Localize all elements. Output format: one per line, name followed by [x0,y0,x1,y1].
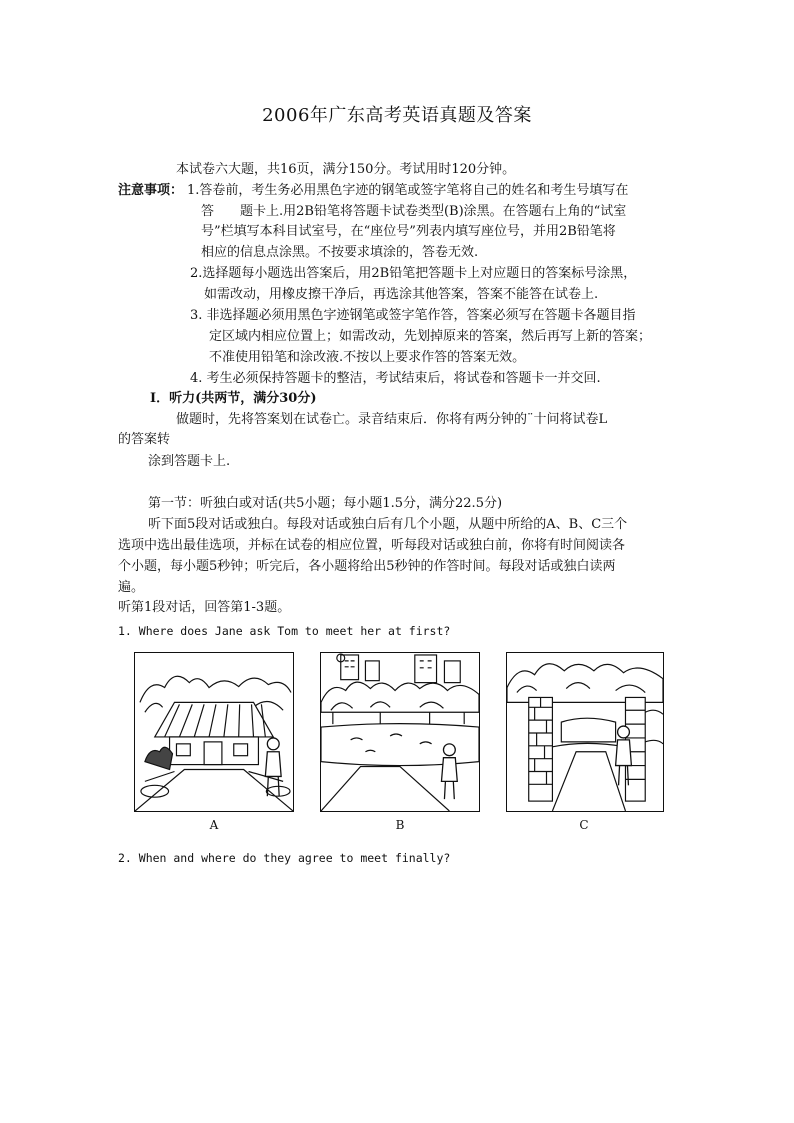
part-instruction: 听第1段对话，回答第1-3题。 [118,600,291,615]
notice-line: 不准使用铅笔和涂改液.不按以上要求作答的答案无效。 [209,350,526,365]
part-heading: 第一节：听独白或对话(共5小题；每小题1.5分，满分22.5分) [148,496,503,511]
section-heading: I．听力(共两节，满分30分) [150,391,317,406]
notice-line: 相应的信息点涂黑。不按要求填涂的，答卷无效. [201,245,479,260]
park-gate-scene-icon [507,653,663,811]
section-para: 的答案转 [118,432,171,447]
exam-intro: 本试卷六大题，共16页，满分150分。考试用时120分钟。 [176,162,516,177]
part-para: 听下面5段对话或独白。每段对话或独白后有几个小题，从题中所给的A、B、C三个 [148,517,628,532]
page-title: 2006年广东高考英语真题及答案 [262,105,532,126]
cafe-scene-icon [135,653,293,811]
question-2: 2. When and where do they agree to meet finally? [118,851,451,865]
notice-line: 如需改动，用橡皮擦干净后，再选涂其他答案，答案不能答在试卷上. [204,287,599,302]
notice-line: 1.答卷前，考生务必用黑色字迹的钢笔或签字笔将自己的姓名和考生号填写在 [187,183,629,198]
notice-line: 号”栏填写本科目试室号，在“座位号”列表内填写座位号，并用2B铅笔将 [201,224,616,239]
question-1: 1. Where does Jane ask Tom to meet her at first? [118,624,451,638]
section-para: 做题时，先将答案划在试卷亡。录音结束后．你将有两分钟的¨十问将试卷L [176,412,608,427]
notice-line: 3. 非选择题必须用黑色字迹钢笔或签字笔作答，答案必须写在答题卡各题目指 [190,308,636,323]
picture-a [134,652,294,812]
notice-label: 注意事项： [118,183,184,198]
picture-c [506,652,664,812]
notice-line: 2.选择题每小题选出答案后，用2B铅笔把答题卡上对应题日的答案标号涂黑， [190,266,637,281]
picture-b [320,652,480,812]
section-para: 涂到答题卡上. [148,454,231,469]
notice-line: 答 题卡上.用2B铅笔将答题卡试卷类型(B)涂黑。在答题右上角的“试室 [201,204,627,219]
notice-line: 定区域内相应位置上；如需改动，先划掉原来的答案，然后再写上新的答案； [209,329,652,344]
picture-b-label: B [395,818,405,832]
notice-line: 4. 考生必须保持答题卡的整洁，考试结束后，将试卷和答题卡一并交回. [190,371,601,386]
part-para: 个小题，每小题5秒钟；听完后，各小题将给出5秒钟的作答时间。每段对话或独白读两 [118,559,616,574]
part-para: 选项中选出最佳选项，并标在试卷的相应位置，听每段对话或独白前，你将有时间阅读各 [118,538,626,553]
picture-c-label: C [579,818,589,832]
part-para: 遍。 [118,580,145,595]
picture-a-label: A [209,818,219,832]
park-lake-scene-icon [321,653,479,811]
